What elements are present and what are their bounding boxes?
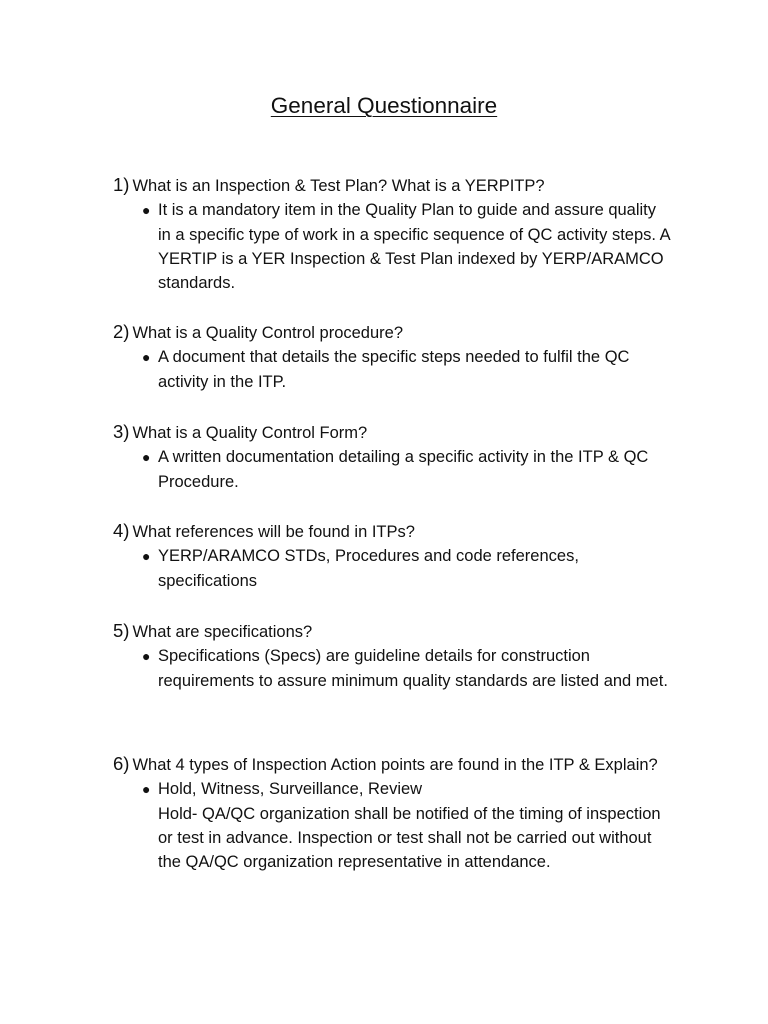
answer-text: A document that details the specific steps needed to fulfil the QC activity in the ITP. [158,348,630,391]
question-number: 6) [113,753,130,774]
question-5 [113,619,673,693]
answer-list [113,345,673,394]
question-line [113,752,673,777]
question-number: 5) [113,620,130,641]
bullet-icon: ● [142,449,151,466]
question-6 [113,752,673,874]
question-line [113,320,673,345]
question-4 [113,519,673,593]
question-text: What is a Quality Control procedure? [132,324,403,342]
answer-item [113,644,673,693]
answer-list [113,445,673,494]
question-line [113,420,673,445]
answer-list [113,198,673,295]
answer-text: YERP/ARAMCO STDs, Procedures and code references, specifications [158,547,579,590]
question-line [113,173,673,198]
answer-text: Specifications (Specs) are guideline details for construction requirements to assure minimum quality standards are listed and met. [158,647,668,690]
question-line [113,619,673,644]
question-text: What 4 types of Inspection Action points are found in the ITP & Explain? [132,756,658,774]
answer-item [113,345,673,394]
bullet-icon: ● [142,202,151,219]
answer-item [113,445,673,494]
bullet-icon: ● [142,548,151,565]
question-2 [113,320,673,394]
page-title-text: General Questionnaire [270,93,498,118]
answer-explanation: Hold- QA/QC organization shall be notified of the timing of inspection or test in advance. Inspection or test shall not be carried out without the QA/QC organization representative in attendance. [158,804,661,872]
question-text: What references will be found in ITPs? [132,523,415,541]
question-text: What is a Quality Control Form? [132,424,368,442]
question-3 [113,420,673,494]
answer-item [113,544,673,593]
question-text: What are specifications? [132,623,313,641]
answer-list [113,777,673,801]
answer-list [113,544,673,593]
bullet-icon: ● [142,648,151,665]
question-1 [113,173,673,295]
question-line [113,519,673,544]
answer-text: Hold, Witness, Surveillance, Review [158,780,423,799]
question-number: 3) [113,421,130,442]
page-title [0,92,768,120]
answer-item [113,777,673,801]
answer-text: It is a mandatory item in the Quality Plan to guide and assure quality in a specific type of work in a specific sequence of QC activity steps. A YERTIP is a YER Inspection & Test Plan indexed by YERP/ARAMCO standards. [158,201,670,293]
question-number: 1) [113,174,130,195]
question-number: 2) [113,321,130,342]
question-text: What is an Inspection & Test Plan? What is a YERPITP? [132,177,545,195]
answer-list [113,644,673,693]
answer-item [113,198,673,295]
question-number: 4) [113,520,130,541]
bullet-icon: ● [142,349,151,366]
bullet-icon: ● [142,781,151,798]
answer-text: A written documentation detailing a specific activity in the ITP & QC Procedure. [158,448,649,491]
